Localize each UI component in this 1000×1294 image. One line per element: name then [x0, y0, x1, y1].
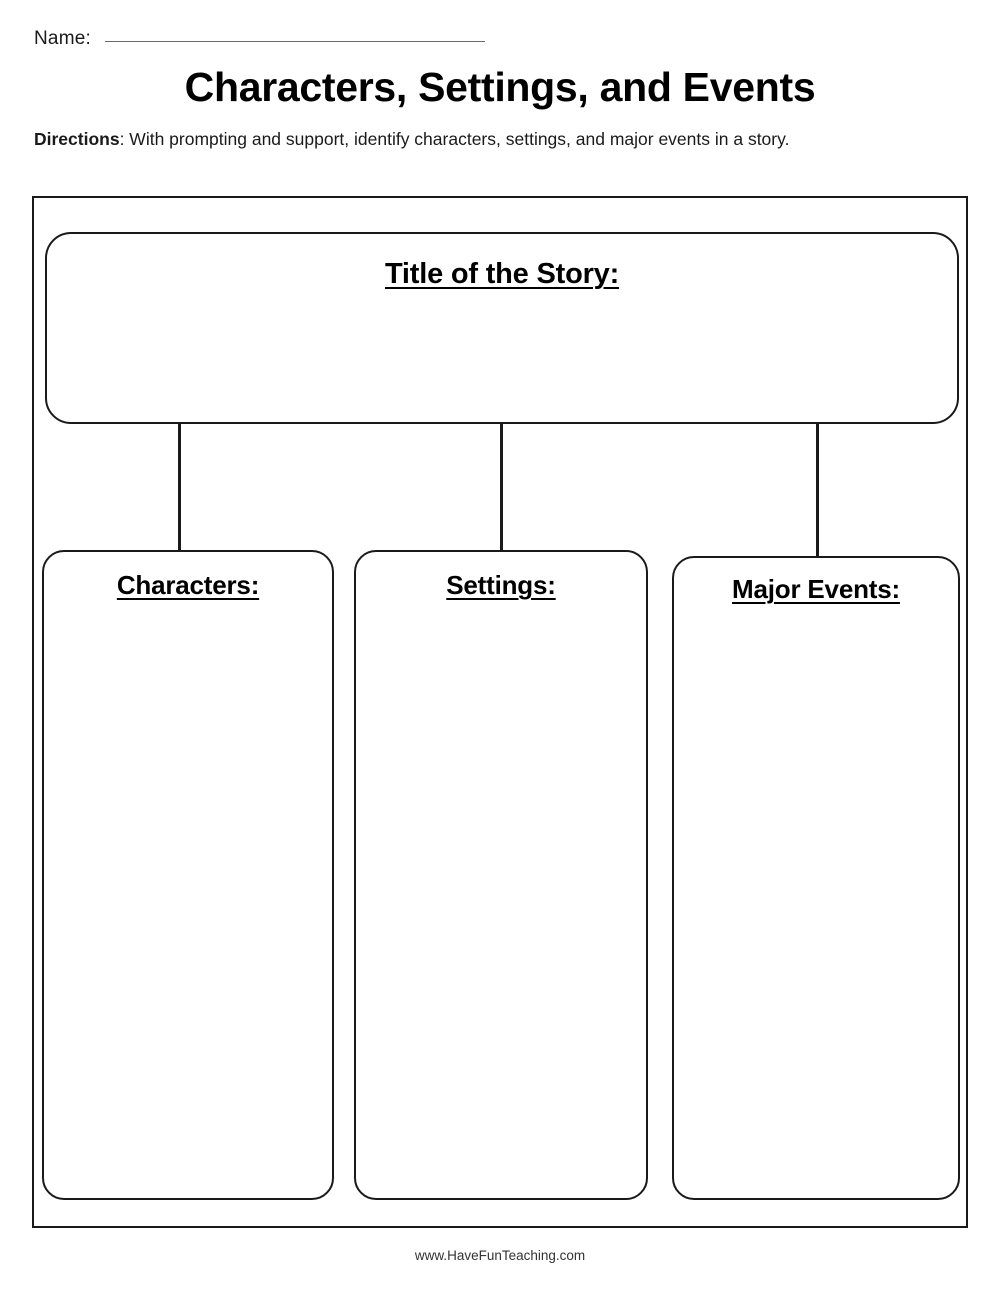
name-label: Name: — [34, 28, 91, 49]
characters-heading: Characters: — [116, 570, 260, 600]
connector-line-events — [816, 424, 819, 558]
page-title: Characters, Settings, and Events — [184, 64, 816, 110]
title-of-story-heading: Title of the Story: — [384, 258, 620, 290]
directions — [34, 128, 964, 152]
footer-website: www.HaveFunTeaching.com — [414, 1248, 586, 1263]
title-of-story-box[interactable] — [45, 232, 959, 424]
name-row — [34, 28, 485, 50]
major-events-box[interactable] — [672, 556, 960, 1200]
directions-text: : With prompting and support, identify characters, settings, and major events in a story. — [119, 129, 790, 149]
name-write-in-line[interactable] — [105, 41, 485, 42]
major-events-heading: Major Events: — [732, 574, 900, 604]
characters-box[interactable] — [42, 550, 334, 1200]
organizer-frame — [32, 196, 968, 1228]
settings-box[interactable] — [354, 550, 648, 1200]
connector-line-characters — [178, 424, 181, 552]
connector-line-settings — [500, 424, 503, 552]
settings-heading: Settings: — [446, 570, 556, 600]
directions-label: Directions — [34, 129, 120, 149]
